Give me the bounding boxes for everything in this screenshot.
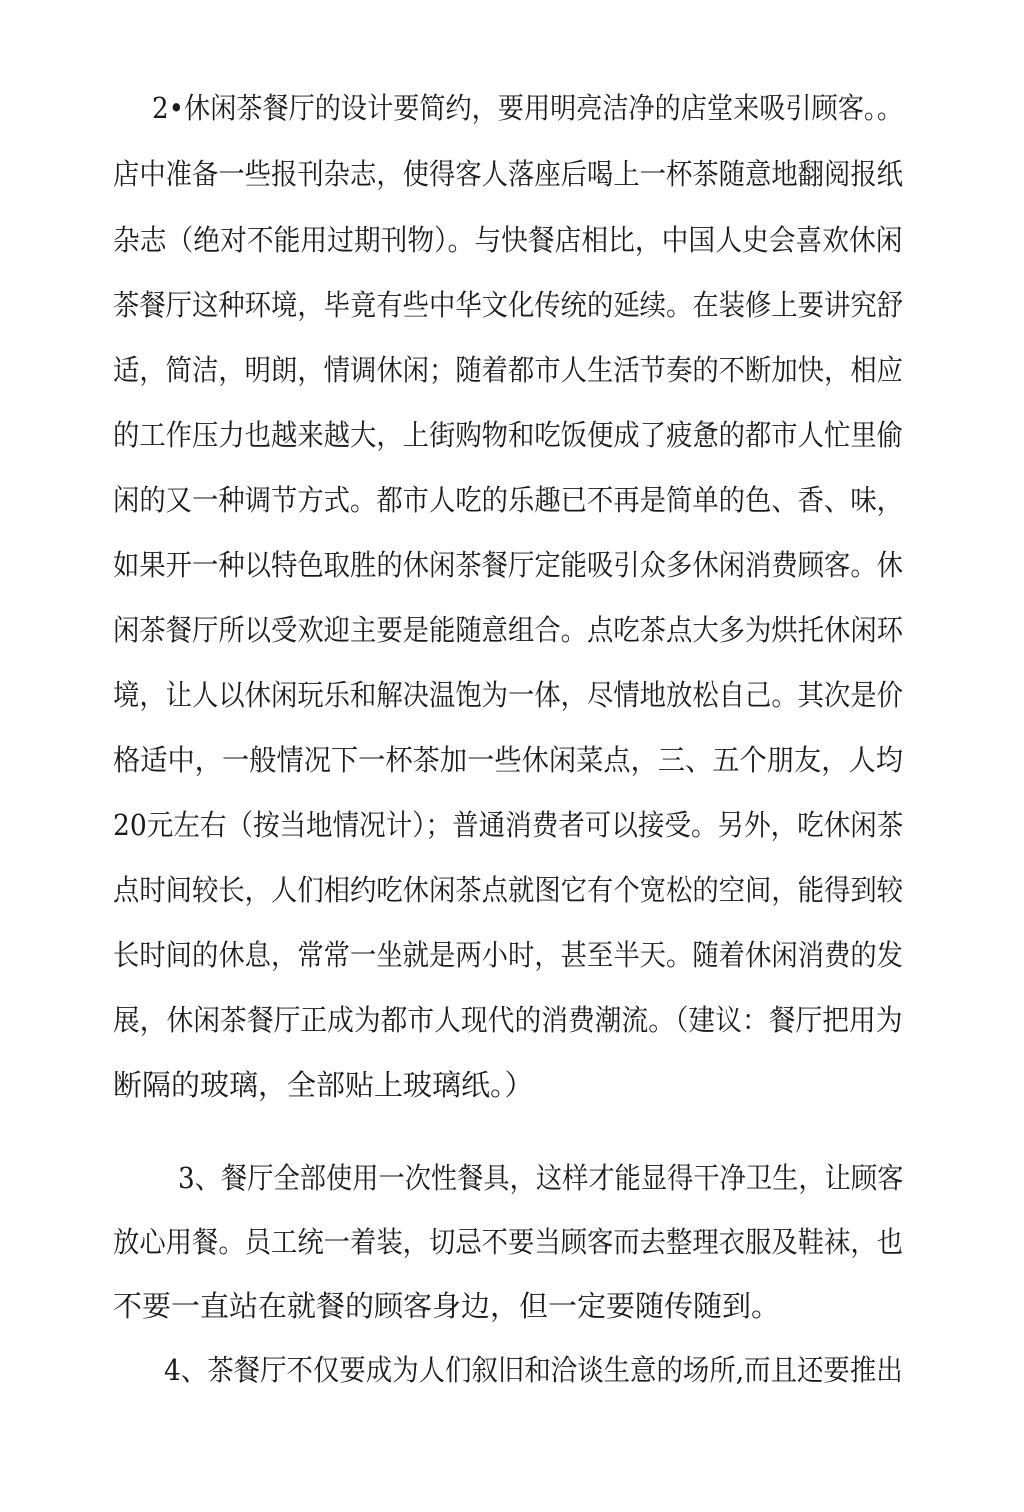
paragraph-2-line-6: 的工作压力也越来越大，上街购物和吃饭便成了疲惫的都市人忙里偷 <box>113 418 904 452</box>
paragraph-2-line-7: 闲的又一种调节方式。都市人吃的乐趣已不再是简单的色、香、味， <box>113 483 904 517</box>
paragraph-2-line-2: 店中准备一些报刊杂志，使得客人落座后喝上一杯茶随意地翻阅报纸 <box>113 157 904 191</box>
paragraph-2-line-3: 杂志（绝对不能用过期刊物）。与快餐店相比，中国人史会喜欢休闲 <box>113 223 903 257</box>
paragraph-2-line-11: 格适中，一般情况下一杯茶加一些休闲菜点，三、五个朋友，人均 <box>113 743 904 777</box>
paragraph-2-line-15: 展，休闲茶餐厅正成为都市人现代的消费潮流。（建议：餐厅把用为 <box>113 1003 903 1037</box>
paragraph-4-line-1: 4、茶餐厅不仅要成为人们叙旧和洽谈生意的场所,而且还要推出 <box>164 1353 903 1387</box>
paragraph-2-line-9: 闲茶餐厅所以受欢迎主要是能随意组合。点吃茶点大多为烘托休闲环 <box>113 613 904 647</box>
paragraph-2-line-8: 如果开一种以特色取胜的休闲茶餐厅定能吸引众多休闲消费顾客。休 <box>113 548 904 582</box>
paragraph-2-line-13: 点时间较长，人们相约吃休闲茶点就图它有个宽松的空间，能得到较 <box>113 873 904 907</box>
paragraph-3-line-3: 不要一直站在就餐的顾客身边，但一定要随传随到。 <box>113 1289 781 1323</box>
paragraph-3-line-2: 放心用餐。员工统一着装，切忌不要当顾客而去整理衣服及鞋袜，也 <box>113 1225 904 1259</box>
paragraph-2-line-1: 2•休闲茶餐厅的设计要简约，要用明亮洁净的店堂来吸引顾客。。 <box>152 91 904 125</box>
paragraph-2-line-14: 长时间的休息，常常一坐就是两小时，甚至半天。随着休闲消费的发 <box>113 938 904 972</box>
paragraph-3-line-1: 3、餐厅全部使用一次性餐具，这样才能显得干净卫生，让顾客 <box>178 1161 904 1195</box>
paragraph-2-line-12: 20元左右（按当地情况计）；普通消费者可以接受。另外，吃休闲茶 <box>113 808 904 842</box>
paragraph-2-line-10: 境，让人以休闲玩乐和解决温饱为一体，尽情地放松自己。其次是价 <box>113 678 904 712</box>
paragraph-2-line-5: 适，简洁，明朗，情调休闲；随着都市人生活节奏的不断加快，相应 <box>113 353 904 387</box>
paragraph-2-line-16: 断隔的玻璃，全部贴上玻璃纸。） <box>113 1068 534 1102</box>
paragraph-2-line-4: 茶餐厅这种环境，毕竟有些中华文化传统的延续。在装修上要讲究舒 <box>113 288 904 322</box>
